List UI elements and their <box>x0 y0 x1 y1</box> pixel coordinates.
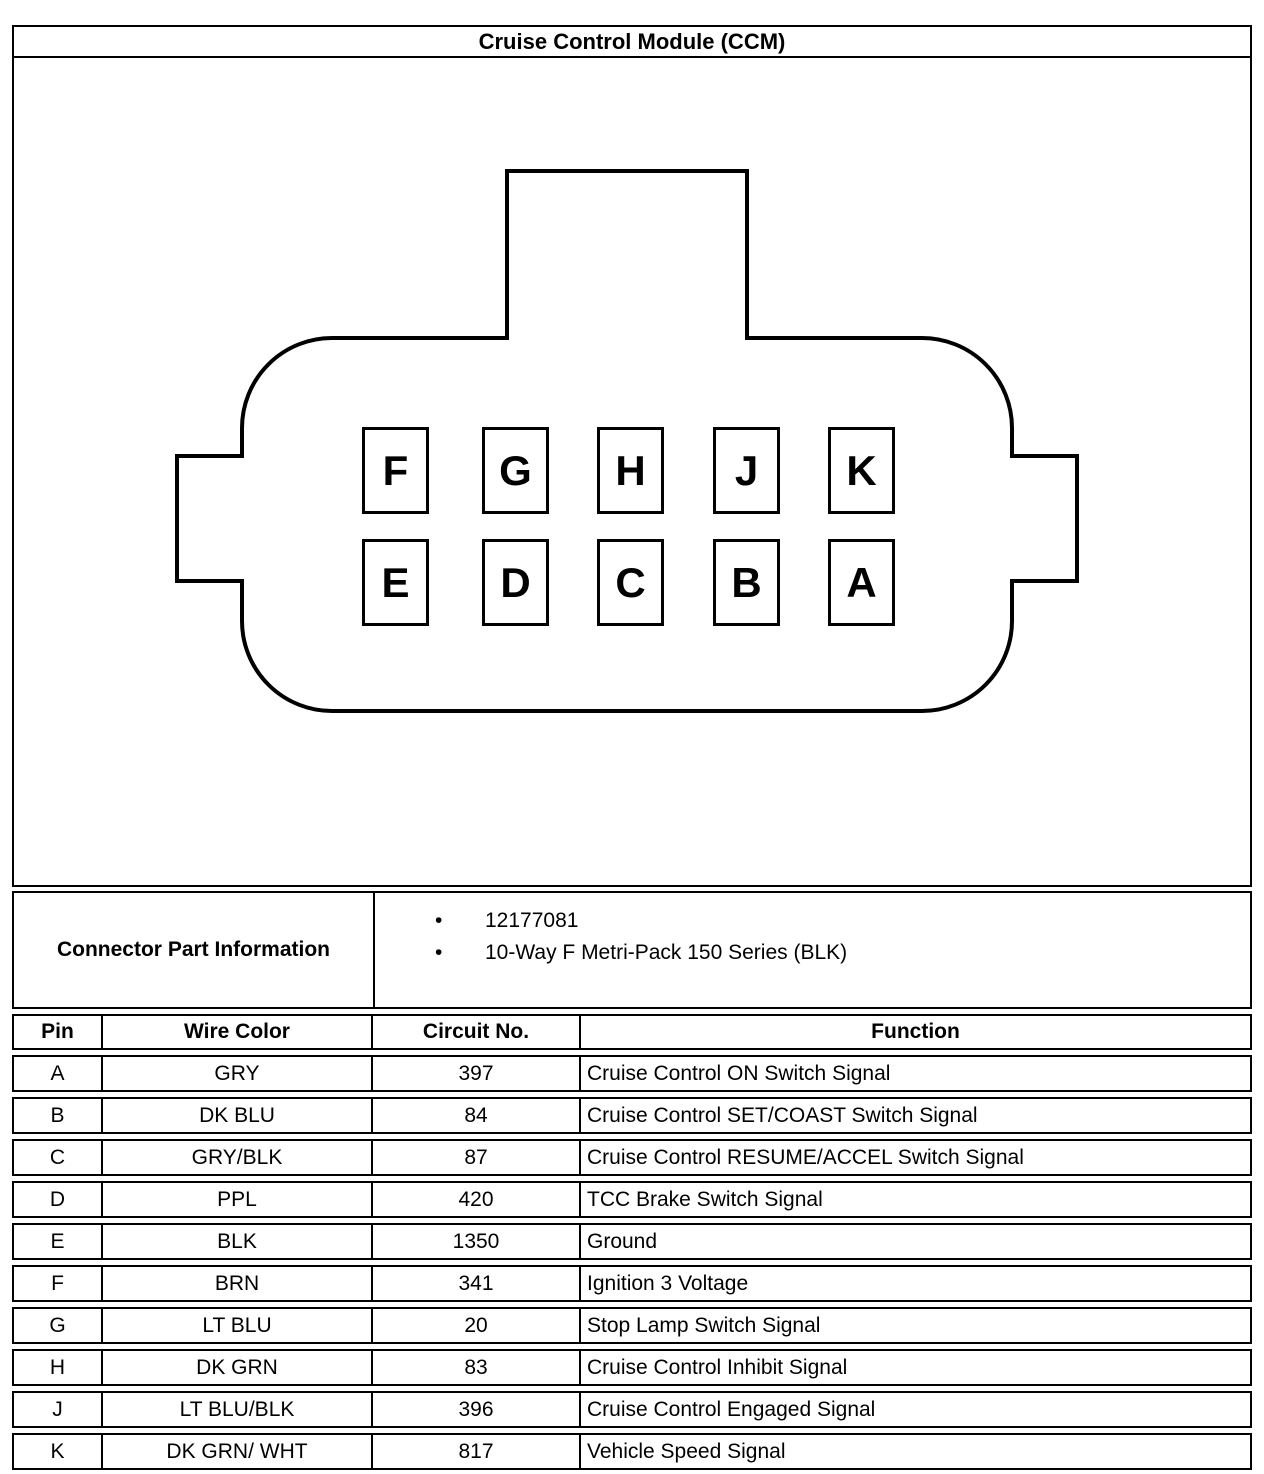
header-function: Function <box>579 1014 1252 1050</box>
table-row <box>12 1265 1252 1302</box>
page-title-text: Cruise Control Module (CCM) <box>478 28 786 54</box>
table-row <box>12 1391 1252 1428</box>
pin-C: C <box>597 539 664 626</box>
wire-color-cell: DK GRN/ WHT <box>101 1433 373 1470</box>
table-row <box>12 1349 1252 1386</box>
pin-cell: G <box>12 1307 103 1344</box>
table-header-row <box>12 1014 1252 1050</box>
wire-color-cell: DK GRN <box>101 1349 373 1386</box>
bullet-icon: • <box>435 909 443 932</box>
connector-diagram <box>12 56 1252 887</box>
pin-D: D <box>482 539 549 626</box>
pin-cell: F <box>12 1265 103 1302</box>
wire-color-cell: GRY/BLK <box>101 1139 373 1176</box>
circuit-cell: 396 <box>371 1391 581 1428</box>
page-title <box>12 25 1252 58</box>
table-row <box>12 1055 1252 1092</box>
header-circuit-no: Circuit No. <box>371 1014 581 1050</box>
function-cell: Ground <box>579 1223 1252 1260</box>
pin-cell: E <box>12 1223 103 1260</box>
circuit-cell: 341 <box>371 1265 581 1302</box>
pin-cell: K <box>12 1433 103 1470</box>
wire-color-cell: DK BLU <box>101 1097 373 1134</box>
part-series-item <box>435 937 1250 969</box>
pin-J: J <box>713 427 780 514</box>
table-row <box>12 1139 1252 1176</box>
function-cell: Stop Lamp Switch Signal <box>579 1307 1252 1344</box>
wire-color-cell: BLK <box>101 1223 373 1260</box>
wire-color-cell: BRN <box>101 1265 373 1302</box>
circuit-cell: 87 <box>371 1139 581 1176</box>
pin-cell: C <box>12 1139 103 1176</box>
pin-K: K <box>828 427 895 514</box>
header-pin: Pin <box>12 1014 103 1050</box>
connector-part-information-label: Connector Part Information <box>12 891 375 1009</box>
bullet-icon: • <box>435 941 443 964</box>
part-number-item <box>435 905 1250 937</box>
table-row <box>12 1307 1252 1344</box>
table-row <box>12 1097 1252 1134</box>
pin-cell: H <box>12 1349 103 1386</box>
wire-color-cell: PPL <box>101 1181 373 1218</box>
wire-color-cell: LT BLU <box>101 1307 373 1344</box>
wire-color-cell: LT BLU/BLK <box>101 1391 373 1428</box>
table-row <box>12 1181 1252 1218</box>
pin-cell: J <box>12 1391 103 1428</box>
pin-cell: B <box>12 1097 103 1134</box>
part-number-text: 12177081 <box>485 909 579 932</box>
circuit-cell: 397 <box>371 1055 581 1092</box>
pin-E: E <box>362 539 429 626</box>
function-cell: Ignition 3 Voltage <box>579 1265 1252 1302</box>
function-cell: Cruise Control Inhibit Signal <box>579 1349 1252 1386</box>
pin-cell: A <box>12 1055 103 1092</box>
function-cell: Cruise Control SET/COAST Switch Signal <box>579 1097 1252 1134</box>
connector-part-information-section <box>12 891 1252 1009</box>
pin-B: B <box>713 539 780 626</box>
circuit-cell: 420 <box>371 1181 581 1218</box>
table-row <box>12 1433 1252 1470</box>
function-cell: Vehicle Speed Signal <box>579 1433 1252 1470</box>
pin-G: G <box>482 427 549 514</box>
function-cell: Cruise Control ON Switch Signal <box>579 1055 1252 1092</box>
pin-cell: D <box>12 1181 103 1218</box>
circuit-cell: 84 <box>371 1097 581 1134</box>
circuit-cell: 1350 <box>371 1223 581 1260</box>
connector-part-information-values <box>373 891 1252 1009</box>
circuit-cell: 817 <box>371 1433 581 1470</box>
wire-color-cell: GRY <box>101 1055 373 1092</box>
pin-F: F <box>362 427 429 514</box>
pin-A: A <box>828 539 895 626</box>
header-wire-color: Wire Color <box>101 1014 373 1050</box>
circuit-cell: 83 <box>371 1349 581 1386</box>
part-series-text: 10-Way F Metri-Pack 150 Series (BLK) <box>485 941 848 964</box>
function-cell: Cruise Control Engaged Signal <box>579 1391 1252 1428</box>
function-cell: Cruise Control RESUME/ACCEL Switch Signal <box>579 1139 1252 1176</box>
function-cell: TCC Brake Switch Signal <box>579 1181 1252 1218</box>
pin-H: H <box>597 427 664 514</box>
table-row <box>12 1223 1252 1260</box>
pinout-table <box>12 1014 1252 1470</box>
circuit-cell: 20 <box>371 1307 581 1344</box>
